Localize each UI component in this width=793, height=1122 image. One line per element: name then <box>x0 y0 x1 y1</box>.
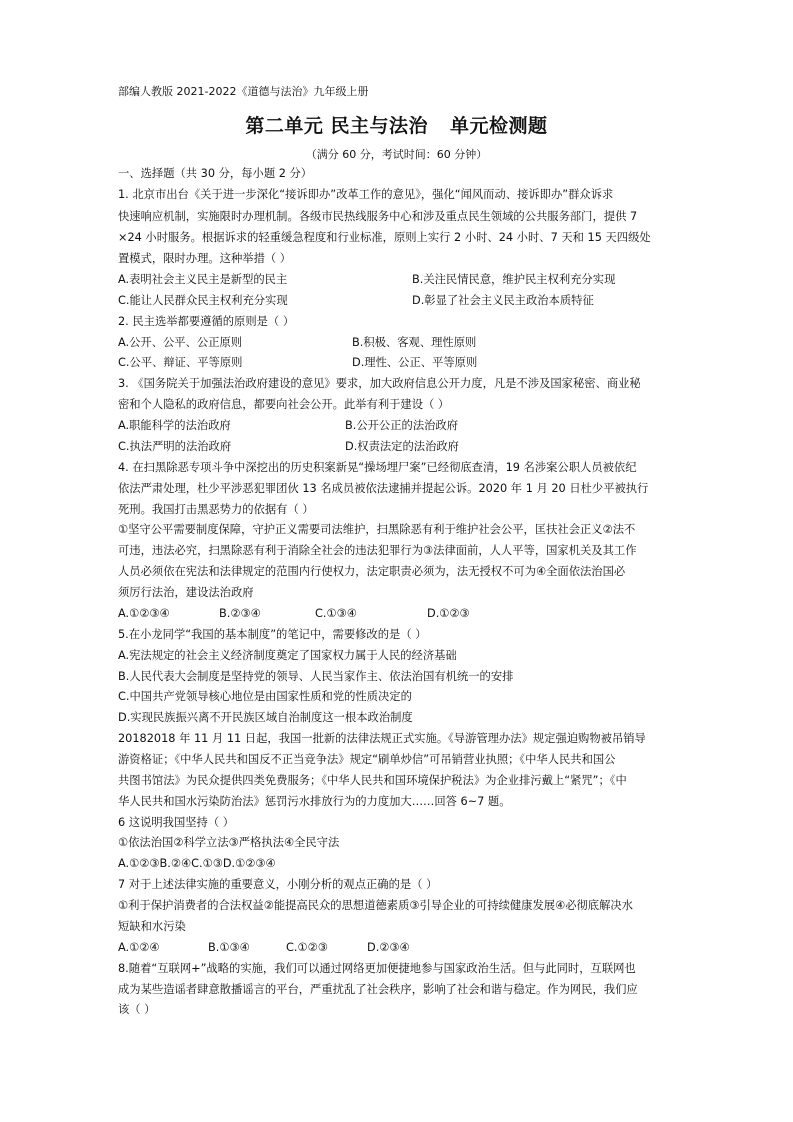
q1-option-b: B.关注民情民意，维护民主权利充分实现 <box>412 273 616 286</box>
q2-option-d: D.理性、公正、平等原则 <box>352 356 478 369</box>
question-3-line: 3. 《国务院关于加强法治政府建设的意见》要求，加大政府信息公开力度，凡是不涉及国家秘密、商业秘 <box>118 377 641 390</box>
question-5-line: 5.在小龙同学“我国的基本制度”的笔记中，需要修改的是（ ） <box>118 628 427 641</box>
question-7-line: ①利于保护消费者的合法权益②能提高民众的思想道德素质③引导企业的可持续健康发展④必彻底解决水 <box>118 899 633 912</box>
question-1-line: ×24 小时服务。根据诉求的轻重缓急程度和行业标准，原则上实行 2 小时、24 小时、7 天和 15 天四级处 <box>118 231 651 244</box>
q4-option-b: B.②③④ <box>219 607 261 620</box>
question-6-options: A.①②③B.②④C.①③D.①②③④ <box>118 857 276 870</box>
question-7-line: 短缺和水污染 <box>118 920 186 933</box>
q4-option-a: A.①②③④ <box>118 607 170 620</box>
q1-option-d: D.彰显了社会主义民主政治本质特征 <box>412 294 594 307</box>
question-1-line: 快速响应机制，实施限时办理机制。各级市民热线服务中心和涉及重点民生领域的公共服务部门，提供 7 <box>118 210 638 223</box>
question-4-line: 人员必须依在宪法和法律规定的范围内行使权力，法定职责必须为，法无授权不可为④全面依法治国必 <box>118 565 626 578</box>
q3-option-d: D.权责法定的法治政府 <box>345 440 459 453</box>
q7-option-a: A.①②④ <box>118 941 160 954</box>
section-heading: 一、选择题（共 30 分，每小题 2 分） <box>118 167 313 180</box>
q7-option-d: D.②③④ <box>367 941 410 954</box>
exam-info: （满分 60 分，考试时间：60 分钟） <box>305 148 488 161</box>
page-title <box>0 111 793 138</box>
q7-option-b: B.①③④ <box>208 941 250 954</box>
material-line: 华人民共和国水污染防治法》惩罚污水排放行为的力度加大……回答 6~7 题。 <box>118 795 511 808</box>
question-2-line: 2. 民主选举都要遵循的原则是（ ） <box>118 315 295 328</box>
q1-option-c: C.能让人民群众民主权利充分实现 <box>118 294 288 307</box>
q2-option-a: A.公开、公平、公正原则 <box>118 336 243 349</box>
question-4-line: 可违，违法必究，扫黑除恶有利于消除全社会的违法犯罪行为③法律面前，人人平等，国家机关及其工作 <box>118 544 637 557</box>
q3-option-a: A.职能科学的法治政府 <box>118 419 231 432</box>
q5-option-c: C.中国共产党领导核心地位是由国家性质和党的性质决定的 <box>118 690 412 703</box>
question-1-line: 置模式，限时办理。这种举措（ ） <box>118 252 292 265</box>
document-header: 部编人教版 2021-2022《道德与法治》九年级上册 <box>118 85 369 98</box>
question-4-line: 须厉行法治，建设法治政府 <box>118 586 254 599</box>
q5-option-b: B.人民代表大会制度是坚持党的领导、人民当家作主、依法治国有机统一的安排 <box>118 670 514 683</box>
q5-option-a: A.宪法规定的社会主义经济制度奠定了国家权力属于人民的经济基础 <box>118 649 457 662</box>
question-4-line: 4. 在扫黑除恶专项斗争中深挖出的历史积案新晃“操场埋尸案”已经彻底查清，19 名涉案公职人员被依纪 <box>118 461 637 474</box>
question-6-line: 6 这说明我国坚持（ ） <box>118 816 235 829</box>
question-1-line: 1. 北京市出台《关于进一步深化“接诉即办”改革工作的意见》，强化“闻风而动、接诉即办”群众诉求 <box>118 188 614 201</box>
title-unit: 第二单元 民主与法治 <box>245 115 429 137</box>
question-8-line: 该（ ） <box>118 1003 156 1016</box>
question-6-line: ①依法治国②科学立法③严格执法④全民守法 <box>118 836 340 849</box>
q4-option-d: D.①②③ <box>427 607 470 620</box>
title-test: 单元检测题 <box>450 115 548 137</box>
q4-option-c: C.①③④ <box>315 607 357 620</box>
material-line: 20182018 年 11 月 11 日起，我国一批新的法律法规正式实施。《导游管理办法》规定强迫购物被吊销导 <box>118 732 646 745</box>
q3-option-c: C.执法严明的法治政府 <box>118 440 232 453</box>
question-8-line: 8.随着“互联网+”战略的实施，我们可以通过网络更加便捷地参与国家政治生活。但与此同时，互联网也 <box>118 962 636 975</box>
q3-option-b: B.公开公正的法治政府 <box>345 419 459 432</box>
question-8-line: 成为某些造谣者肆意散播谣言的平台，严重扰乱了社会秩序，影响了社会和谐与稳定。作为网民，我们应 <box>118 983 638 996</box>
q2-option-c: C.公平、辩证、平等原则 <box>118 356 243 369</box>
question-4-line: ①坚守公平需要制度保障，守护正义需要司法维护，扫黑除恶有利于维护社会公平，匡扶社会正义②法不 <box>118 523 636 536</box>
material-line: 共图书馆法》为民众提供四类免费服务；《中华人民共和国环境保护税法》为企业排污戴上“紧咒”；《中 <box>118 774 627 787</box>
q5-option-d: D.实现民族振兴离不开民族区域自治制度这一根本政治制度 <box>118 711 413 724</box>
q2-option-b: B.积极、客观、理性原则 <box>352 336 477 349</box>
question-4-line: 依法严肃处理，杜少平涉恶犯罪团伙 13 名成员被依法逮捕并提起公诉。2020 年 1 月 20 日杜少平被执行 <box>118 482 649 495</box>
q1-option-a: A.表明社会主义民主是新型的民主 <box>118 273 288 286</box>
question-3-line: 密和个人隐私的政府信息，都要向社会公开。此举有利于建设（ ） <box>118 398 450 411</box>
q7-option-c: C.①②③ <box>286 941 328 954</box>
question-4-line: 死刑。我国打击黑恶势力的依据有（ ） <box>118 503 314 516</box>
material-line: 游资格证；《中华人民共和国反不正当竞争法》规定“刷单炒信”可吊销营业执照；《中华人民共和国公 <box>118 753 616 766</box>
question-7-line: 7 对于上述法律实施的重要意义，小刚分析的观点正确的是（ ） <box>118 878 438 891</box>
